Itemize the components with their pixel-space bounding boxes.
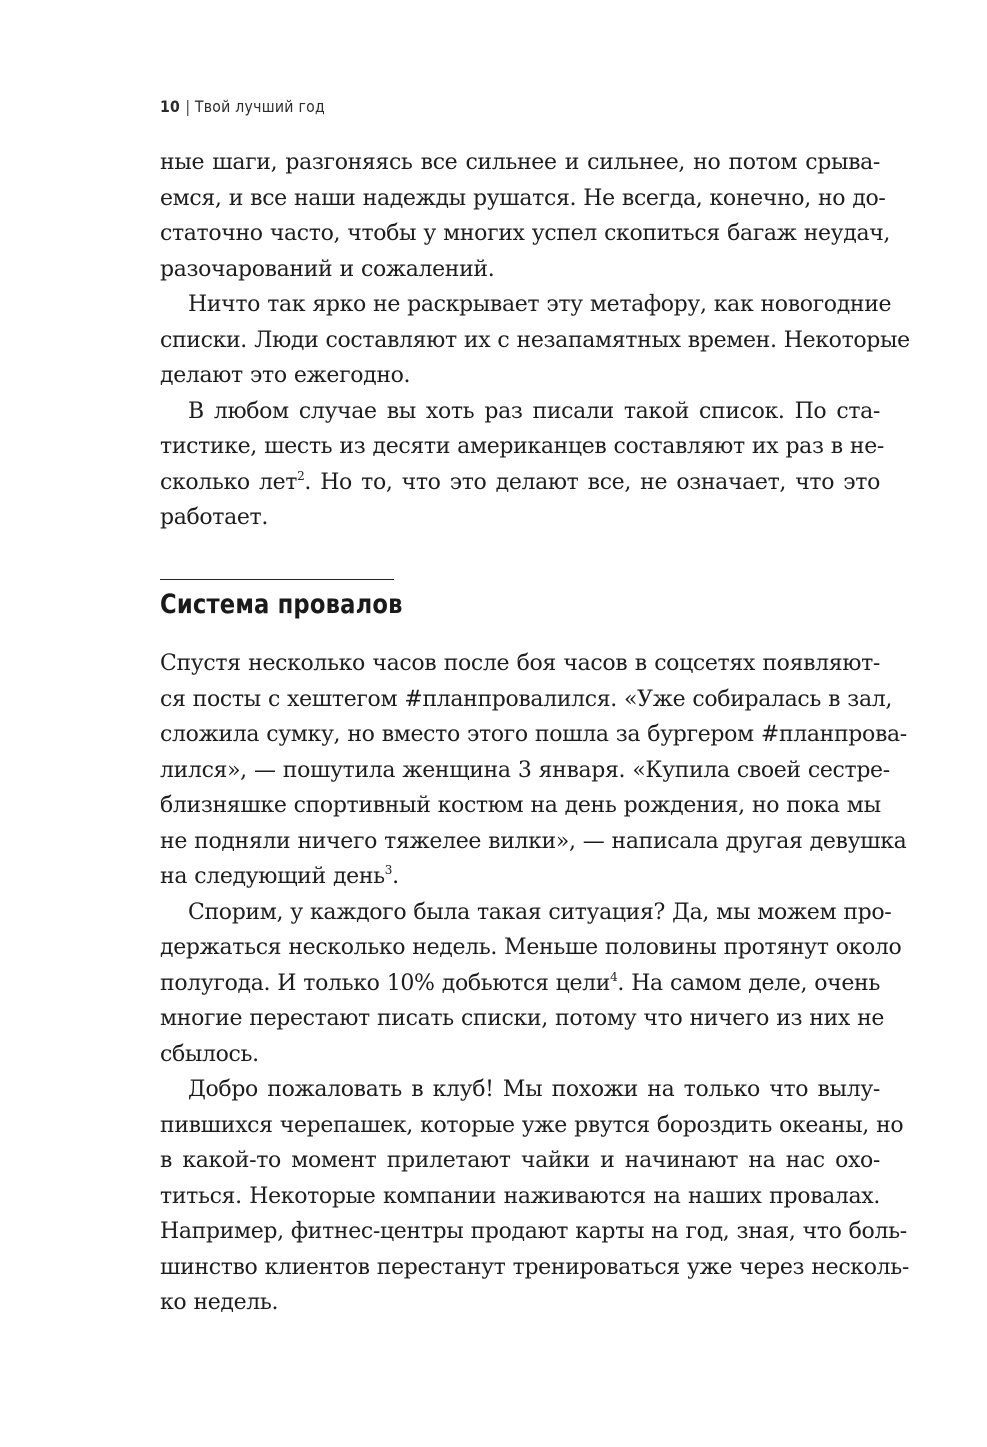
paragraph (160, 394, 884, 536)
text-line: емся, и все наши надежды рушатся. Не всегда, конечно, но до- (160, 185, 886, 211)
text-line: тистике, шесть из десяти американцев составляют их раз в не- (160, 434, 884, 459)
text-line (160, 966, 880, 1002)
text-line: многие перестают писать списки, потому что ничего из них не (160, 1006, 885, 1031)
text-line: не подняли ничего тяжелее вилки», — написала другая девушка (160, 828, 907, 854)
line-text: . (392, 864, 399, 889)
text-line: ные шаги, разгоняясь все сильнее и сильнее, но потом срыва- (160, 150, 880, 175)
text-line: статочно часто, чтобы у многих успел скопиться багаж неудач, (160, 221, 891, 246)
text-line: Спорим, у каждого была такая ситуация? Да, мы можем про- (188, 899, 892, 925)
text-line: Спустя несколько часов после боя часов в соцсетях появляют- (160, 651, 880, 676)
line-text: . Но то, что это делают все, не означает, что это (304, 469, 880, 495)
text-line: работает. (160, 505, 269, 530)
paragraph (160, 287, 910, 394)
paragraph (160, 1072, 909, 1321)
text-line: делают это ежегодно. (160, 363, 411, 388)
text-line: пившихся черепашек, которые уже рвутся бороздить океаны, но (160, 1112, 904, 1138)
section-divider-rule (160, 579, 394, 580)
text-line: лился», — пошутила женщина 3 января. «Купила своей сестре- (160, 757, 890, 783)
line-text: полугода. И только 10% добьются цели (160, 970, 611, 996)
text-line: держаться несколько недель. Меньше половины протянут около (160, 935, 902, 960)
text-line: сбылось. (160, 1041, 259, 1067)
paragraph (160, 145, 891, 287)
book-title: Твой лучший год (194, 97, 325, 116)
line-text: . На самом деле, очень (617, 970, 880, 996)
page-number: 10 (160, 97, 181, 116)
section-text-block (160, 646, 909, 1321)
text-line: списки. Люди составляют их с незапамятных времен. Некоторые (160, 327, 910, 353)
text-line: Добро пожаловать в клуб! Мы похожи на только что вылу- (188, 1077, 880, 1102)
text-line: ко недель. (160, 1290, 279, 1315)
top-text-block (160, 145, 910, 536)
text-line: шинство клиентов перестанут тренироваться уже через несколь- (160, 1254, 909, 1280)
text-line: титься. Некоторые компании наживаются на наших провалах. (160, 1183, 880, 1209)
header-separator: | (185, 97, 191, 116)
text-line: в какой-то момент прилетают чайки и начинают на нас охо- (160, 1148, 880, 1173)
section-heading: Система провалов (160, 589, 403, 620)
text-line (160, 859, 880, 895)
paragraph (160, 646, 907, 895)
footnote-reference: 3 (384, 863, 393, 877)
line-text: на следующий день (160, 864, 385, 889)
line-text: сколько лет (160, 469, 298, 495)
text-line (160, 465, 880, 501)
paragraph (160, 895, 902, 1073)
text-line: В любом случае вы хоть раз писали такой список. По ста- (188, 398, 880, 424)
text-line: сложила сумку, но вместо этого пошла за бургером #планпрова- (160, 722, 907, 747)
footnote-reference: 2 (297, 468, 305, 483)
text-line: разочарований и сожалений. (160, 256, 495, 282)
text-line: Например, фитнес-центры продают карты на год, зная, что боль- (160, 1219, 907, 1244)
footnote-reference: 4 (610, 969, 618, 984)
text-line: ся посты с хештегом #планпровалился. «Уже собиралась в зал, (160, 686, 892, 712)
text-line: Ничто так ярко не раскрывает эту метафору, как новогодние (188, 292, 892, 317)
running-header (160, 97, 325, 116)
text-line: близняшке спортивный костюм на день рождения, но пока мы (160, 793, 881, 818)
